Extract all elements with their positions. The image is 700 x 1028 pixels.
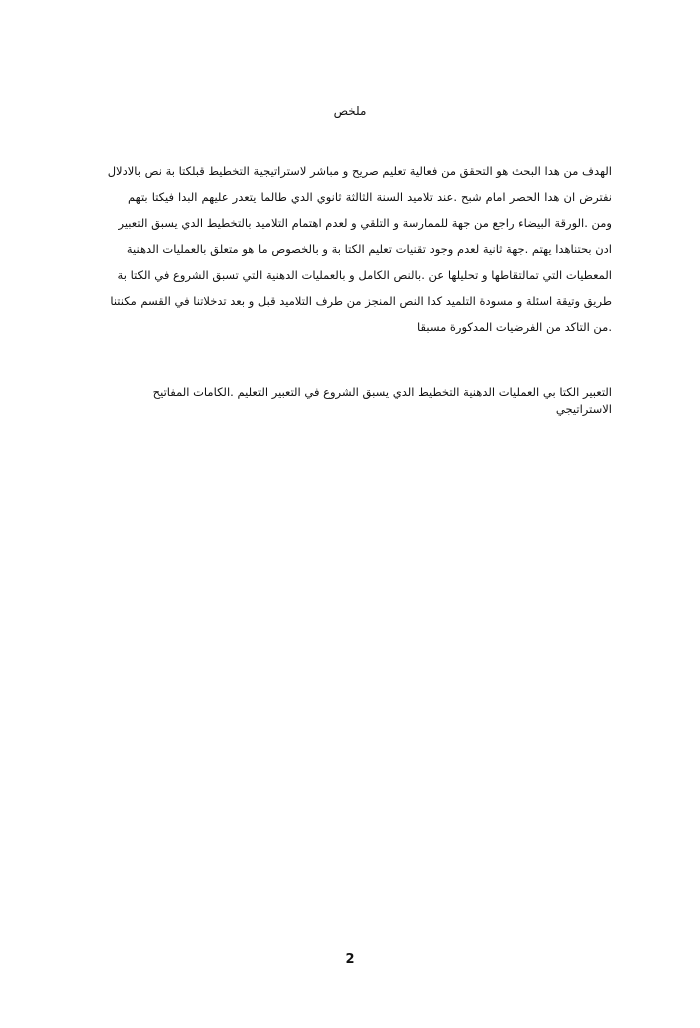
abstract-line: .من التاكد من الفرضيات المدكورة مسبقا <box>417 320 612 334</box>
abstract-line: طريق وتيقة اسئلة و مسودة التلميد كدا النص المنجز من طرف التلاميد قبل و بعد تدخلاتنا في القسم مكنتنا <box>110 294 612 308</box>
abstract-line: الهدف من هدا البحث هو التحقق من فعالية تعليم صريح و مباشر لاستراتيجية التخطيط قبلكتا بة نص بالادلال <box>107 164 612 178</box>
page-number: 2 <box>345 952 355 967</box>
abstract-paragraph <box>107 158 612 340</box>
keywords-paragraph <box>152 384 612 418</box>
keywords-line: التعبير الكتا بي العمليات الدهنية التخطيط الدي يسبق الشروع في التعبير التعليم .الكامات المفاتيح <box>152 385 612 399</box>
abstract-line: ومن .الورقة البيضاء راجع من جهة للممارسة و التلقي و لعدم اهتمام التلاميد بالتخطيط الدي يسبق التعبير <box>118 216 612 230</box>
keywords-line: الاستراتيجي <box>555 402 612 416</box>
abstract-line: ادن بحتناهدا يهتم .جهة ثانية لعدم وجود تقنيات تعليم الكتا بة و بالخصوص ما هو متعلق بالعمليات الدهنية <box>126 242 612 256</box>
page-title: ملخص <box>333 104 367 118</box>
abstract-line: نفترض ان هدا الحصر امام شبح .عند تلاميد السنة الثالثة ثانوي الدي طالما يتعدر عليهم البدا فيكتا بتهم <box>128 190 612 204</box>
abstract-line: المعطيات التي تمالتقاطها و تحليلها عن .بالنص الكامل و بالعمليات الدهنية التي تسبق الشروع في الكتا بة <box>117 268 612 282</box>
